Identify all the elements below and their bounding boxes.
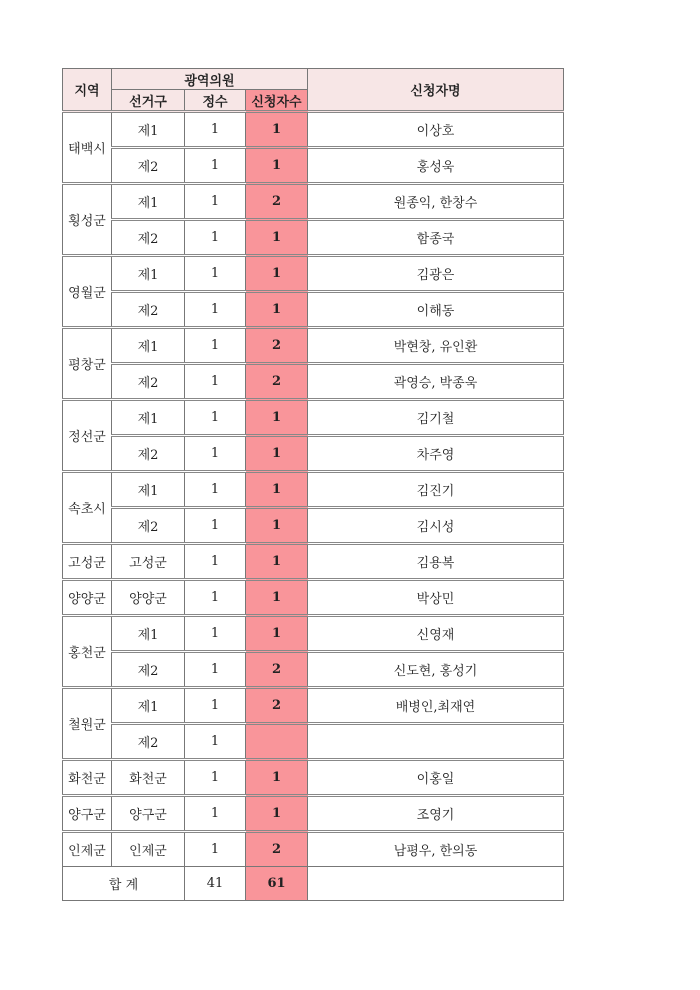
count-cell: 1 <box>246 436 308 472</box>
names-cell: 김시성 <box>308 508 564 544</box>
names-cell: 차주영 <box>308 436 564 472</box>
names-cell: 조영기 <box>308 796 564 832</box>
count-cell: 2 <box>246 652 308 688</box>
seats-cell: 1 <box>185 400 246 436</box>
seats-cell: 1 <box>185 472 246 508</box>
count-cell: 1 <box>246 580 308 616</box>
table-row <box>63 688 564 724</box>
region-cell: 고성군 <box>63 544 112 580</box>
count-cell: 1 <box>246 292 308 328</box>
district-cell: 고성군 <box>112 544 185 580</box>
names-cell: 신도현, 홍성기 <box>308 652 564 688</box>
seats-cell: 1 <box>185 148 246 184</box>
header-region: 지역 <box>63 69 112 112</box>
count-cell: 1 <box>246 112 308 148</box>
region-cell: 양양군 <box>63 580 112 616</box>
district-cell: 제2 <box>112 508 185 544</box>
count-cell: 1 <box>246 472 308 508</box>
table-row <box>63 508 564 544</box>
count-cell: 2 <box>246 328 308 364</box>
table-row <box>63 652 564 688</box>
region-cell: 속초시 <box>63 472 112 544</box>
seats-cell: 1 <box>185 796 246 832</box>
table-row <box>63 220 564 256</box>
names-cell: 김용복 <box>308 544 564 580</box>
district-cell: 제1 <box>112 472 185 508</box>
names-cell: 김기철 <box>308 400 564 436</box>
names-cell: 박상민 <box>308 580 564 616</box>
seats-cell: 1 <box>185 760 246 796</box>
header-council: 광역의원 <box>112 69 308 90</box>
table-row <box>63 328 564 364</box>
count-cell: 1 <box>246 796 308 832</box>
table-row <box>63 796 564 832</box>
district-cell: 제2 <box>112 724 185 760</box>
district-cell: 제2 <box>112 652 185 688</box>
table-row <box>63 436 564 472</box>
seats-cell: 1 <box>185 112 246 148</box>
applicant-table <box>62 68 564 901</box>
table-row <box>63 148 564 184</box>
district-cell: 제1 <box>112 184 185 220</box>
district-cell: 제1 <box>112 688 185 724</box>
seats-cell: 1 <box>185 616 246 652</box>
table-row <box>63 616 564 652</box>
seats-cell: 1 <box>185 580 246 616</box>
district-cell: 제2 <box>112 292 185 328</box>
seats-cell: 1 <box>185 652 246 688</box>
count-cell: 2 <box>246 688 308 724</box>
table-row <box>63 112 564 148</box>
region-cell: 평창군 <box>63 328 112 400</box>
table-row <box>63 184 564 220</box>
header-district: 선거구 <box>112 90 185 112</box>
count-cell: 1 <box>246 148 308 184</box>
names-cell: 배병인,최재연 <box>308 688 564 724</box>
count-cell: 1 <box>246 544 308 580</box>
names-cell <box>308 724 564 760</box>
table-row <box>63 760 564 796</box>
seats-cell: 1 <box>185 184 246 220</box>
count-cell <box>246 724 308 760</box>
names-cell: 홍성욱 <box>308 148 564 184</box>
names-cell: 곽영승, 박종욱 <box>308 364 564 400</box>
count-cell: 2 <box>246 832 308 867</box>
region-cell: 양구군 <box>63 796 112 832</box>
table-row <box>63 724 564 760</box>
seats-cell: 1 <box>185 688 246 724</box>
district-cell: 제2 <box>112 364 185 400</box>
header-names: 신청자명 <box>308 69 564 112</box>
seats-cell: 1 <box>185 328 246 364</box>
table-row <box>63 832 564 867</box>
names-cell: 김광은 <box>308 256 564 292</box>
district-cell: 제1 <box>112 256 185 292</box>
names-cell: 김진기 <box>308 472 564 508</box>
total-seats: 41 <box>185 867 246 901</box>
table-row <box>63 292 564 328</box>
district-cell: 제2 <box>112 220 185 256</box>
count-cell: 1 <box>246 256 308 292</box>
table-row <box>63 544 564 580</box>
region-cell: 정선군 <box>63 400 112 472</box>
header-seats: 정수 <box>185 90 246 112</box>
names-cell: 신영재 <box>308 616 564 652</box>
count-cell: 2 <box>246 184 308 220</box>
seats-cell: 1 <box>185 724 246 760</box>
district-cell: 제1 <box>112 112 185 148</box>
table-row <box>63 472 564 508</box>
seats-cell: 1 <box>185 832 246 867</box>
region-cell: 철원군 <box>63 688 112 760</box>
seats-cell: 1 <box>185 508 246 544</box>
table-row <box>63 400 564 436</box>
total-names <box>308 867 564 901</box>
count-cell: 2 <box>246 364 308 400</box>
district-cell: 제2 <box>112 148 185 184</box>
seats-cell: 1 <box>185 256 246 292</box>
table-row <box>63 256 564 292</box>
region-cell: 태백시 <box>63 112 112 184</box>
total-label: 합 계 <box>63 867 185 901</box>
district-cell: 제1 <box>112 400 185 436</box>
district-cell: 양양군 <box>112 580 185 616</box>
district-cell: 인제군 <box>112 832 185 867</box>
header-row-1 <box>63 69 564 90</box>
names-cell: 이상호 <box>308 112 564 148</box>
names-cell: 원종익, 한창수 <box>308 184 564 220</box>
district-cell: 제1 <box>112 616 185 652</box>
names-cell: 함종국 <box>308 220 564 256</box>
names-cell: 박현창, 유인환 <box>308 328 564 364</box>
count-cell: 1 <box>246 220 308 256</box>
count-cell: 1 <box>246 400 308 436</box>
seats-cell: 1 <box>185 292 246 328</box>
total-row <box>63 867 564 901</box>
region-cell: 횡성군 <box>63 184 112 256</box>
region-cell: 인제군 <box>63 832 112 867</box>
region-cell: 홍천군 <box>63 616 112 688</box>
district-cell: 제2 <box>112 436 185 472</box>
names-cell: 남평우, 한의동 <box>308 832 564 867</box>
count-cell: 1 <box>246 508 308 544</box>
names-cell: 이해동 <box>308 292 564 328</box>
seats-cell: 1 <box>185 220 246 256</box>
district-cell: 화천군 <box>112 760 185 796</box>
district-cell: 양구군 <box>112 796 185 832</box>
seats-cell: 1 <box>185 364 246 400</box>
header-applicants: 신청자수 <box>246 90 308 112</box>
count-cell: 1 <box>246 760 308 796</box>
seats-cell: 1 <box>185 544 246 580</box>
total-count: 61 <box>246 867 308 901</box>
table-row <box>63 364 564 400</box>
region-cell: 화천군 <box>63 760 112 796</box>
table-row <box>63 580 564 616</box>
seats-cell: 1 <box>185 436 246 472</box>
district-cell: 제1 <box>112 328 185 364</box>
region-cell: 영월군 <box>63 256 112 328</box>
names-cell: 이홍일 <box>308 760 564 796</box>
count-cell: 1 <box>246 616 308 652</box>
